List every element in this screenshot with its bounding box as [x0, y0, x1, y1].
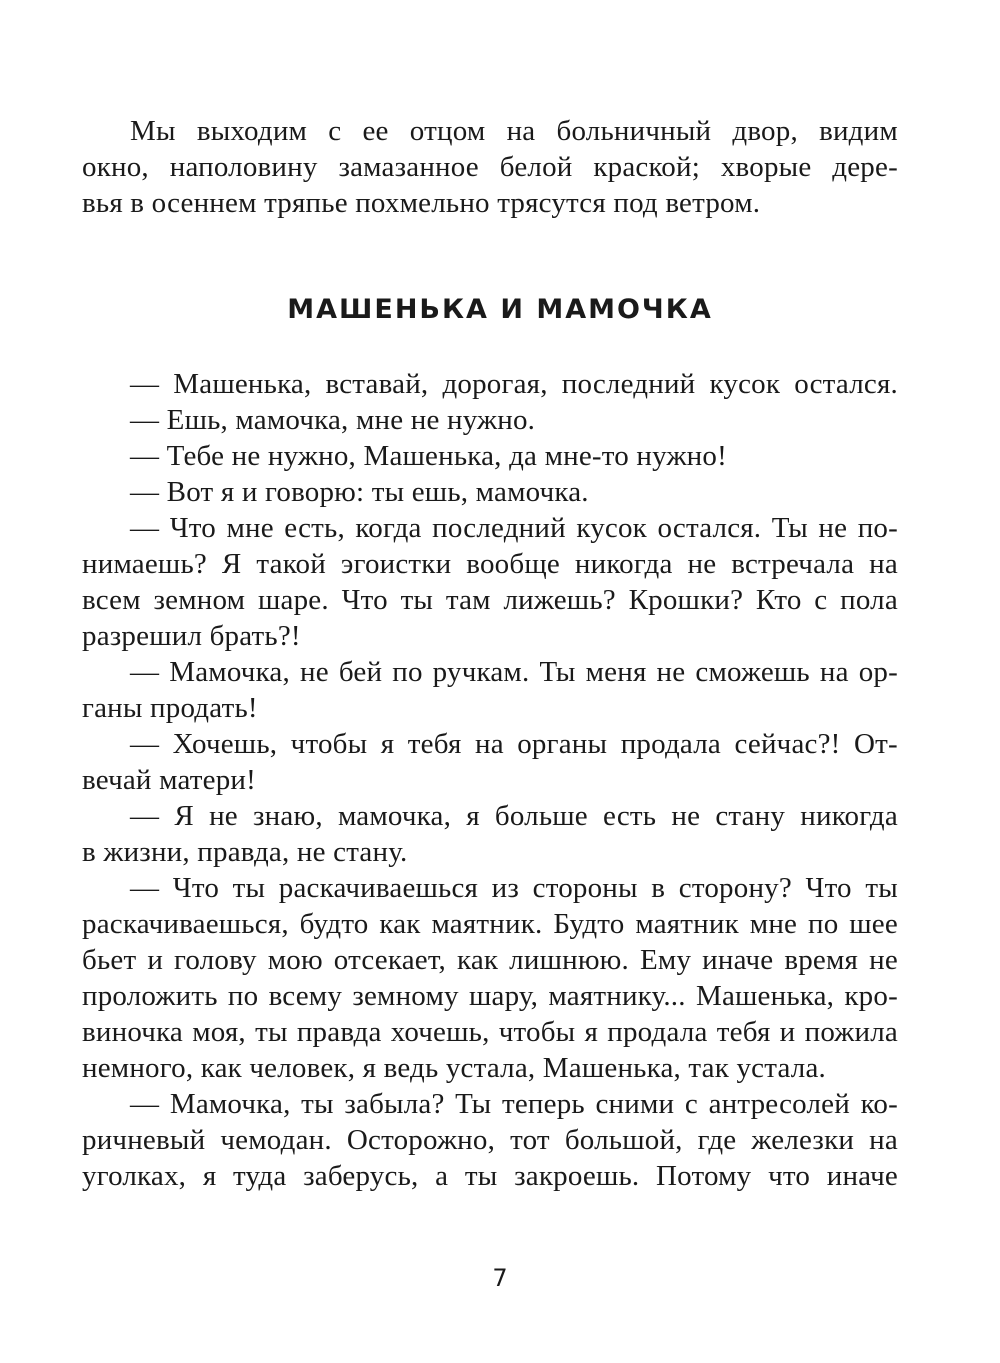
body-line: — Мамочка, не бей по ручкам. Ты меня не сможешь на ор-: [130, 656, 898, 688]
body-line: — Хочешь, чтобы я тебя на органы продала сейчас?! От-: [130, 728, 898, 760]
body-line: бьет и голову мою отсекает, как лишнюю. Ему иначе время не: [82, 944, 898, 976]
body-line: вечай матери!: [82, 764, 256, 796]
intro-line-3: вья в осеннем тряпье похмельно трясутся под ветром.: [82, 187, 761, 219]
page-number: 7: [492, 1264, 508, 1292]
body-line: уголках, я туда заберусь, а ты закроешь. Потому что иначе: [82, 1160, 898, 1192]
body-line: виночка моя, ты правда хочешь, чтобы я продала тебя и пожила: [82, 1016, 898, 1048]
body-line: — Тебе не нужно, Машенька, да мне-то нужно!: [130, 440, 727, 472]
body-line: проложить по всему земному шару, маятнику... Машенька, кро-: [82, 980, 898, 1012]
body-line: разрешил брать?!: [82, 620, 301, 652]
body-line: — Машенька, вставай, дорогая, последний кусок остался.: [130, 368, 898, 400]
intro-line-1: Мы выходим с ее отцом на больничный двор, видим: [130, 115, 898, 147]
body-line: ганы продать!: [82, 692, 258, 724]
body-line: — Ешь, мамочка, мне не нужно.: [130, 404, 536, 436]
body-line: раскачиваешься, будто как маятник. Будто маятник мне по шее: [82, 908, 898, 940]
chapter-title: МАШЕНЬКА И МАМОЧКА: [287, 294, 713, 325]
body-line: — Мамочка, ты забыла? Ты теперь сними с антресолей ко-: [130, 1088, 898, 1120]
body-line: — Вот я и говорю: ты ешь, мамочка.: [130, 476, 589, 508]
body-line: нимаешь? Я такой эгоистки вообще никогда не встречала на: [82, 548, 898, 580]
intro-line-2: окно, наполовину замазанное белой краской; хворые дере-: [82, 151, 898, 183]
body-line: — Что ты раскачиваешься из стороны в сторону? Что ты: [130, 872, 898, 904]
body-line: в жизни, правда, не стану.: [82, 836, 408, 868]
body-line: — Я не знаю, мамочка, я больше есть не стану никогда: [130, 800, 898, 832]
body-line: всем земном шаре. Что ты там лижешь? Крошки? Кто с пола: [82, 584, 898, 616]
body-line: ричневый чемодан. Осторожно, тот большой, где железки на: [82, 1124, 898, 1156]
body-line: — Что мне есть, когда последний кусок остался. Ты не по-: [130, 512, 898, 544]
body-line: немного, как человек, я ведь устала, Машенька, так устала.: [82, 1052, 826, 1084]
